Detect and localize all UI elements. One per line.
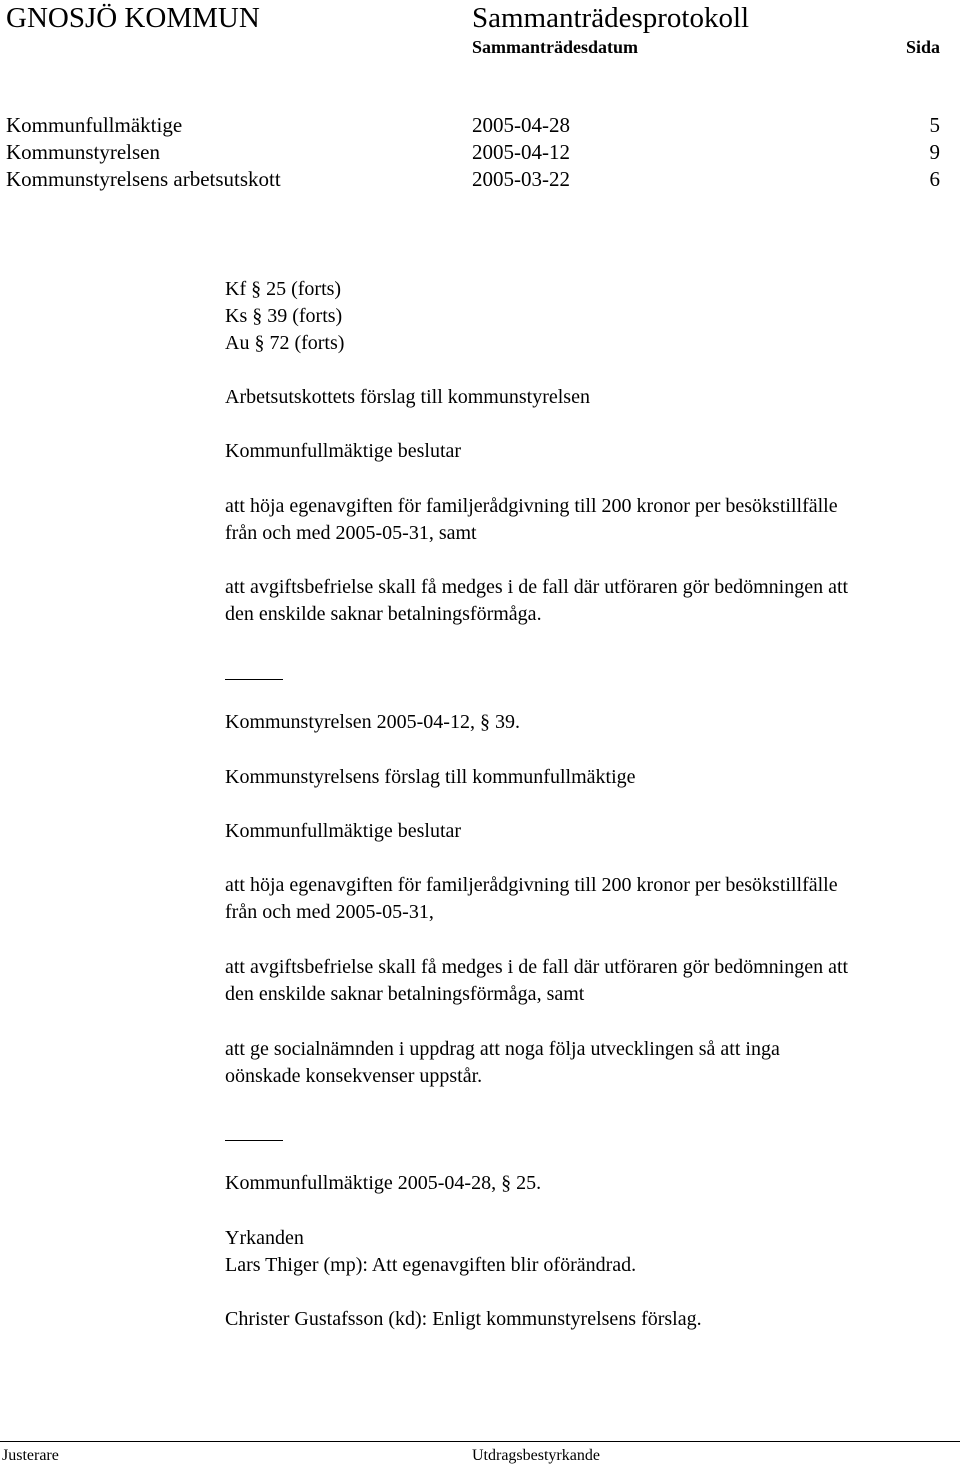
text-line: att höja egenavgiften för familjerådgivning till 200 kronor per besökstillfälle xyxy=(225,874,838,896)
text-line: att avgiftsbefrielse skall få medges i de fall där utföraren gör bedömningen att xyxy=(225,956,849,978)
heading-text: Yrkanden xyxy=(225,1227,304,1249)
text-line: Kommunstyrelsen 2005-04-12, § 39. xyxy=(225,711,520,733)
ks-reference xyxy=(225,709,520,736)
meeting-row xyxy=(6,113,940,140)
footer-rule xyxy=(0,1441,960,1442)
paragraph-reference: Ks § 39 (forts) xyxy=(225,305,343,327)
heading-text: Kommunstyrelsens förslag till kommunfullmäktige xyxy=(225,766,636,788)
paragraph-reference: Au § 72 (forts) xyxy=(225,332,345,354)
meeting-page: 5 xyxy=(929,113,940,137)
paragraph-reference: Kf § 25 (forts) xyxy=(225,278,342,300)
heading-text: Kommunfullmäktige beslutar xyxy=(225,820,462,842)
kf-decides-heading xyxy=(225,438,461,465)
document-title: Sammanträdesprotokoll xyxy=(472,2,750,34)
meeting-date: 2005-04-12 xyxy=(472,140,570,164)
text-line: den enskilde saknar betalningsförmåga. xyxy=(225,603,542,625)
meeting-body: Kommunfullmäktige xyxy=(6,113,183,137)
au-decision-point xyxy=(225,493,838,547)
meeting-page: 9 xyxy=(929,140,940,164)
text-line: den enskilde saknar betalningsförmåga, samt xyxy=(225,983,585,1005)
kf-reference xyxy=(225,1170,541,1197)
yrkande-item xyxy=(225,1306,702,1333)
text-line: att avgiftsbefrielse skall få medges i de fall där utföraren gör bedömningen att xyxy=(225,576,849,598)
heading-text: Kommunfullmäktige beslutar xyxy=(225,440,462,462)
adjuster-label: Justerare xyxy=(2,1447,59,1464)
text-line: att ge socialnämnden i uppdrag att noga följa utvecklingen så att inga xyxy=(225,1038,780,1060)
paragraph-references xyxy=(225,276,344,357)
meeting-date: 2005-03-22 xyxy=(472,167,570,191)
ks-decision-point xyxy=(225,1036,780,1090)
section-separator xyxy=(225,679,283,680)
meeting-row xyxy=(6,140,940,167)
text-line: att höja egenavgiften för familjerådgivning till 200 kronor per besökstillfälle xyxy=(225,495,838,517)
meeting-body: Kommunstyrelsen xyxy=(6,140,160,164)
ks-decision-point xyxy=(225,954,848,1008)
meeting-date-label: Sammanträdesdatum xyxy=(472,37,639,57)
text-line: från och med 2005-05-31, samt xyxy=(225,522,477,544)
motion-text: Lars Thiger (mp): Att egenavgiften blir oförändrad. xyxy=(225,1254,637,1276)
ks-decision-point xyxy=(225,872,838,926)
meeting-page: 6 xyxy=(929,167,940,191)
meeting-date: 2005-04-28 xyxy=(472,113,570,137)
heading-text: Arbetsutskottets förslag till kommunstyrelsen xyxy=(225,386,590,408)
text-line: från och med 2005-05-31, xyxy=(225,901,434,923)
organization-name: GNOSJÖ KOMMUN xyxy=(6,2,260,34)
meeting-row xyxy=(6,167,940,194)
extract-certification-label: Utdragsbestyrkande xyxy=(472,1447,600,1464)
text-line: oönskade konsekvenser uppstår. xyxy=(225,1065,483,1087)
kf-decides-heading xyxy=(225,818,461,845)
au-decision-point xyxy=(225,574,848,628)
meeting-body: Kommunstyrelsens arbetsutskott xyxy=(6,167,281,191)
page-label: Sida xyxy=(905,37,940,57)
text-line: Kommunfullmäktige 2005-04-28, § 25. xyxy=(225,1172,542,1194)
section-separator xyxy=(225,1140,283,1141)
au-proposal-heading xyxy=(225,384,590,411)
motion-text: Christer Gustafsson (kd): Enligt kommunstyrelsens förslag. xyxy=(225,1308,702,1330)
ks-proposal-heading xyxy=(225,764,636,791)
yrkanden-section xyxy=(225,1225,636,1279)
